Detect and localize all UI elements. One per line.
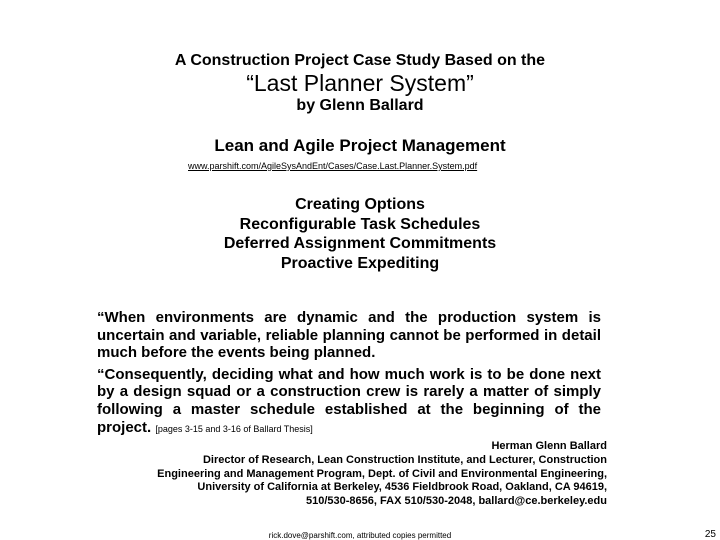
option-item: Proactive Expediting bbox=[280, 254, 440, 272]
attribution-name: Herman Glenn Ballard bbox=[491, 440, 607, 452]
document-title: “Last Planner System” bbox=[246, 70, 474, 96]
quote-paragraph-2 bbox=[97, 366, 601, 438]
attribution-line: Director of Research, Lean Construction Institute, and Lecturer, Construction bbox=[202, 453, 607, 466]
source-url-link[interactable]: www.parshift.com/AgileSysAndEnt/Cases/Case.Last.Planner.System.pdf bbox=[188, 161, 478, 171]
attribution-line: 510/530-8656, FAX 510/530-2048, ballard@ce.berkeley.edu bbox=[306, 495, 607, 508]
attribution-line: Engineering and Management Program, Dept. of Civil and Environmental Engineering, bbox=[157, 467, 607, 480]
footer-credit: rick.dove@parshift.com, attributed copies permitted bbox=[268, 531, 452, 540]
author-byline: by Glenn Ballard bbox=[296, 97, 424, 114]
options-list bbox=[0, 195, 720, 273]
attribution-line: University of California at Berkeley, 4536 Fieldbrook Road, Oakland, CA 94619, bbox=[197, 481, 607, 494]
quote-block bbox=[97, 309, 601, 442]
option-item: Creating Options bbox=[295, 196, 425, 213]
quote-paragraph-1: “When environments are dynamic and the production system is uncertain and variable, reliable planning cannot be performed in detail much before the events being planned. bbox=[97, 309, 601, 362]
section-subtitle: Lean and Agile Project Management bbox=[214, 136, 506, 155]
quote-paragraph-2-text: “Consequently, deciding what and how much work is to be done next by a design squad or a construction crew is rarely a matter of simply following a master schedule established at the beginning of the project. bbox=[97, 365, 601, 436]
page-number: 25 bbox=[704, 529, 716, 540]
attribution-block bbox=[87, 440, 607, 509]
quote-reference: [pages 3-15 and 3-16 of Ballard Thesis] bbox=[155, 423, 313, 434]
option-item: Reconfigurable Task Schedules bbox=[239, 215, 481, 233]
header-line-1: A Construction Project Case Study Based on the bbox=[174, 52, 546, 69]
option-item: Deferred Assignment Commitments bbox=[223, 235, 497, 252]
